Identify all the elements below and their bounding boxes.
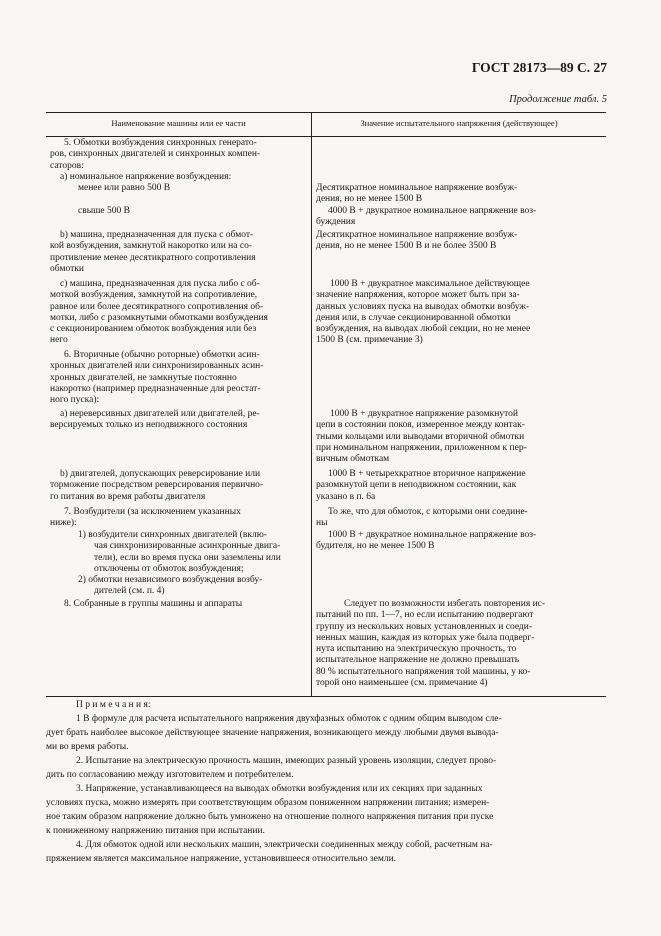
cell-line: b) машина, предназначенная для пуска с обмот- [60, 230, 254, 240]
cell-line: него [50, 335, 68, 346]
note-line: условиях пуска, можно измерять при соответствующим образом пониженном напряжении питания; измерен- [46, 798, 490, 808]
cell-line: вичным обмоткам [316, 454, 390, 465]
cell-line: хронных двигателей или синхронизированных асин- [50, 361, 264, 372]
table-row-left-5 [50, 138, 260, 172]
cell-line: 4000 В + двукратное номинальное напряжение воз- [328, 206, 537, 216]
cell-line: а) номинальное напряжение возбуждения: [60, 172, 232, 182]
cell-line: 1000 В + четырехкратное вторичное напряжение [328, 469, 526, 479]
cell-line: ны [316, 518, 328, 529]
table-row-left-8 [64, 599, 242, 610]
table-header-rule [46, 136, 606, 137]
cell-line: версируемых только из неподвижного состояния [50, 420, 248, 431]
table-continuation-label: Продолжение табл. 5 [509, 94, 607, 105]
cell-line: возбуждения, на выводах любой секции, но не менее [316, 324, 531, 335]
cell-line: 1000 В + двукратное номинальное напряжение воз- [328, 530, 537, 540]
note-line: 4. Для обмоток одной или нескольких машин, электрически соединенных между собой, расчетным на- [76, 840, 493, 850]
table-row-right-5a [316, 183, 517, 206]
table-row-left-5a [60, 172, 231, 195]
cell-line: будителя, но не менее 1500 В [316, 541, 435, 552]
cell-line: ненных машин, каждая из которых уже была подверг- [316, 632, 535, 643]
cell-line: 1000 В + двукратное напряжение разомкнутой [330, 409, 518, 419]
cell-line: Десятикратное номинальное напряжение возбуж- [316, 183, 518, 193]
cell-line: равное или более десятикратного сопротивления об- [50, 301, 264, 312]
table-row-right-7 [316, 507, 528, 530]
cell-line: То же, что для обмоток, с которыми они соедине- [328, 507, 528, 517]
cell-line: противление менее десятикратного сопротивления [50, 252, 256, 263]
cell-line: c) машина, предназначенная для пуска либо с об- [60, 279, 260, 289]
cell-line: дения или, в случае секционированной обмотки [316, 312, 511, 323]
cell-line: менее или равно 500 В [78, 183, 171, 194]
notes-heading: П р и м е ч а н и я: [76, 700, 151, 710]
cell-line: 1) возбудители синхронных двигателей (вклю- [78, 530, 267, 540]
cell-line: го питания во время работы двигателя [50, 491, 206, 502]
cell-line: с секционированием обмоток возбуждения или без [50, 324, 257, 335]
cell-line: свыше 500 В [78, 206, 130, 216]
cell-line: 2) обмотки независимого возбуждения возбу- [78, 575, 263, 586]
cell-line: нута испытанию на электрическую прочность, то [316, 644, 517, 655]
column-header-voltage: Значение испытательного напряжения (действующее) [360, 118, 558, 128]
cell-line: 6. Вторичные (обычно роторные) обмотки асин- [64, 350, 260, 360]
cell-line: тели), если во время пуска они заземлены или [94, 552, 281, 563]
cell-line: мотки, либо с разомкнутыми обмотками возбуждения [50, 312, 268, 323]
cell-line: цепи в состоянии покоя, измеренное между контак- [316, 420, 525, 431]
cell-line: испытательное напряжение не должно превышать [316, 655, 520, 666]
table-row-right-8 [316, 599, 545, 689]
note-line: пряжением является максимальное напряжение, установившееся относительно земли. [46, 854, 397, 864]
cell-line: саторов: [50, 160, 84, 171]
table-column-divider [311, 112, 312, 696]
note-line: дить по согласованию между изготовителем и потребителем. [46, 770, 294, 780]
cell-line: 1000 В + двукратное максимальное действующее [330, 279, 530, 289]
table-row-left-6b [50, 469, 263, 503]
table-row-left-7 [50, 507, 241, 530]
cell-line: 80 % испытательного напряжения той машины, у ко- [316, 666, 531, 677]
cell-line: пытаний по пп. 1—7, но если испытанию подвергают [316, 610, 534, 621]
cell-line: при номинальном напряжении, приложенном к пер- [316, 442, 527, 453]
note-line: дует брать наиболее высокое действующее значение напряжения, возникающего между любыми двумя вывода- [46, 728, 499, 738]
note-line: ми во время работы. [46, 742, 129, 752]
table-bottom-rule [46, 696, 606, 697]
cell-line: ниже): [50, 518, 77, 529]
cell-line: торой оно наименьшее (см. примечание 4) [316, 678, 488, 689]
cell-line: 1500 В (см. примечание 3) [316, 335, 423, 346]
cell-line: кой возбуждения, замкнутой накоротко или на со- [50, 241, 252, 252]
cell-line: 5. Обмотки возбуждения синхронных генерато- [64, 138, 257, 148]
cell-line: накоротко (например предназначенные для реостат- [50, 383, 261, 394]
cell-line: значение напряжения, которое может быть при за- [316, 290, 520, 301]
cell-line: ров, синхронных двигателей и синхронных компен- [50, 149, 261, 160]
cell-line: Следует по возможности избегать повторения ис- [344, 599, 546, 609]
note-line: 3. Напряжение, устанавливающееся на выводах обмотки возбуждения или их секциях при заданных [76, 784, 483, 794]
cell-line: торможение посредством реверсирования первично- [50, 480, 264, 491]
cell-line: 7. Возбудители (за исключением указанных [64, 507, 241, 517]
cell-line: группу из нескольких новых установленных и соеди- [316, 621, 533, 632]
cell-line: отключены от обмоток возбуждения; [94, 563, 244, 574]
table-row-right-5c [316, 279, 530, 347]
note-line: к пониженному напряжению питания при испытании. [46, 826, 265, 836]
cell-line: дения, но не менее 1500 В [316, 194, 423, 205]
table-row-left-5c [50, 279, 268, 347]
note-line: ное таким образом напряжение должно быть умножено на отношение полного напряжения питания при пуске [46, 812, 494, 822]
table-row-left-6 [50, 350, 263, 406]
cell-line: дения, но не менее 1500 В и не более 3500 В [316, 241, 497, 252]
cell-line: моткой возбуждения, замкнутой на сопротивление, [50, 290, 258, 301]
cell-line: 8. Собранные в группы машины и аппараты [64, 599, 243, 609]
cell-line: хронных двигателей, не замкнутые постоянно [50, 372, 237, 383]
table-row-right-6b [316, 469, 526, 503]
table-row-left-7-items [78, 530, 281, 598]
cell-line: разомкнутой цепи в неподвижном состоянии, как [316, 480, 517, 491]
table-row-right-6a [316, 409, 527, 465]
column-header-machine: Наименование машины или ее части [111, 118, 246, 128]
page-header-title: ГОСТ 28173—89 С. 27 [471, 60, 607, 75]
cell-line: указано в п. 6а [316, 491, 376, 502]
table-row-right-5a-over [316, 206, 537, 229]
cell-line: ного пуска): [50, 395, 100, 406]
table-top-rule [46, 112, 606, 113]
note-line: 2. Испытание на электрическую прочность машин, имеющих разный уровень изоляции, следует прово- [76, 756, 497, 766]
table-row-left-5a-over [78, 206, 130, 217]
table-row-right-7-items [316, 530, 536, 553]
cell-line: а) нереверсивных двигателей или двигателей, ре- [60, 409, 260, 419]
cell-line: тными кольцами или выводами вторичной обмотки [316, 431, 525, 442]
notes-section [46, 698, 606, 866]
table-row-left-6a [50, 409, 260, 432]
note-line: 1 В формуле для расчета испытательного напряжения двухфазных обмоток с одним общим выводом сле- [76, 714, 502, 724]
table-row-left-5b [50, 230, 256, 275]
cell-line: обмотки [50, 263, 84, 274]
cell-line: данных условиях пуска на выводах обмотки возбуж- [316, 301, 530, 312]
table-row-right-5b [316, 230, 517, 253]
cell-line: дителей (см. п. 4) [94, 586, 165, 597]
cell-line: b) двигателей, допускающих реверсирование или [60, 469, 261, 479]
cell-line: чая синхронизированные асинхронные двига- [94, 541, 281, 552]
cell-line: Десятикратное номинальное напряжение возбуж- [316, 230, 518, 240]
cell-line: буждения [316, 217, 356, 228]
